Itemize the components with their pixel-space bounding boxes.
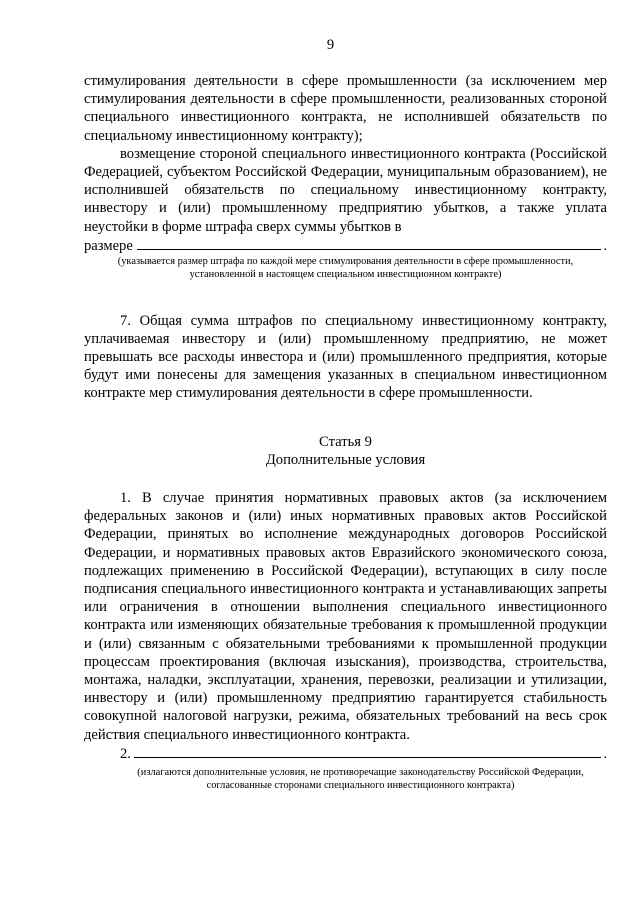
item-2-end: . [603,745,607,762]
penalty-amount-label: размере [84,237,133,254]
item-2-field[interactable] [134,744,601,758]
penalty-amount-note: (указывается размер штрафа по каждой мере стимулирования деятельности в сфере промышленности, установленной в настоящем специальном инвестиционном контракте) [117,256,574,280]
penalty-amount-end: . [603,237,607,254]
penalty-amount-row [84,236,607,255]
paragraph-7-total-penalties: 7. Общая сумма штрафов по специальному инвестиционному контракту, уплачиваемая инвестору и (или) промышленному предприятию, не может превышать все расходы инвестора и (или) промышленного предприятия, которые будут ими понесены для замещения указанных в специальном инвестиционном контракте мер стимулирования деятельности в сфере промышленности. [84,312,607,402]
paragraph-measures-continuation: стимулирования деятельности в сфере промышленности (за исключением мер стимулирования деятельности в сфере промышленности, реализованных стороной специального инвестиционного контракта, не исполнившей обязательств по специальному инвестиционному контракту); [84,73,607,144]
article-number: Статья 9 [319,433,372,450]
article-title: Дополнительные условия [265,451,426,468]
item-2-label: 2. [120,745,131,762]
item-2-note: (излагаются дополнительные условия, не противоречащие законодательству Российской Федерации, согласованные сторонами специального инвестиционного контракта) [137,767,584,791]
paragraph-compensation: возмещение стороной специального инвестиционного контракта (Российской Федерацией, субъектом Российской Федерации, муниципальным образованием), не исполнившей обязательств по специальному инвестиционному контракту, инвестору и (или) промышленному предприятию убытков, а также уплата неустойки в форме штрафа сверх суммы убытков в [84,145,607,235]
item-1-additional-conditions: 1. В случае принятия нормативных правовых актов (за исключением федеральных законов и (или) иных нормативных правовых актов Российской Федерации, принятых во исполнение международных договоров Российской Федерации, и нормативных правовых актов Евразийского экономического союза, подлежащих применению в Российской Федерации), вступающих в силу после подписания специального инвестиционного контракта и устанавливающих запреты или ограничения в отношении выполнения специального инвестиционного контракта или изменяющих обязательные требования к промышленной продукции и (или) связанным с обязательными требованиями к промышленной продукции процессам проектирования (включая изыскания), производства, строительства, монтажа, наладки, эксплуатации, хранения, перевозки, реализации и утилизации, инвестору и (или) промышленному предприятию гарантируется стабильность совокупной налоговой нагрузки, режима, обязательных требований на весь срок действия специального инвестиционного контракта. [84,490,607,743]
item-2-row [84,744,607,763]
page-number: 9 [326,37,335,53]
penalty-amount-field[interactable] [137,236,602,250]
